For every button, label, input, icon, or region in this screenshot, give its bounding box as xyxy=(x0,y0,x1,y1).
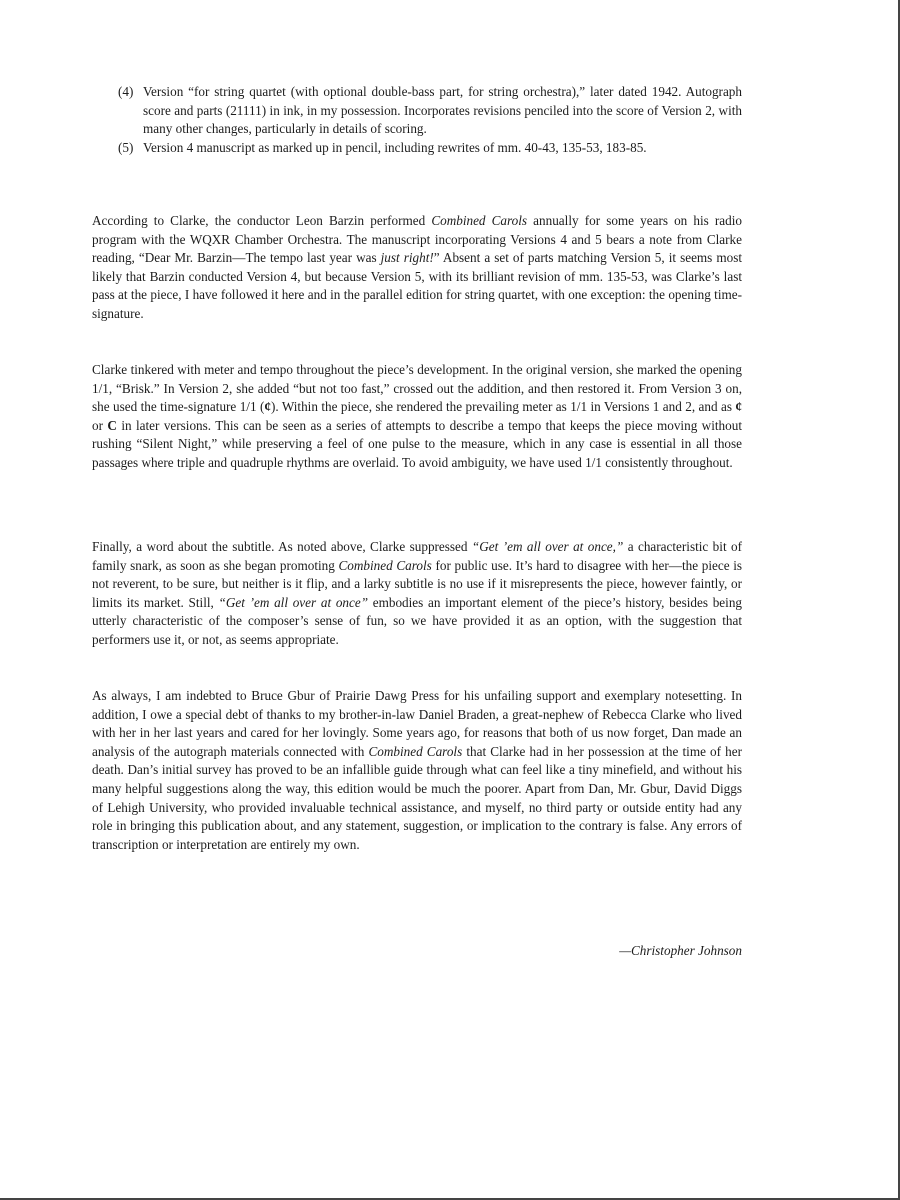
text-run: Clarke tinkered with meter and tempo throughout the piece’s development. In the original version, she marked the opening 1/1, “Brisk.” In Version 2, she added “but not too fast,” crossed out the addition, and then restored it. From Version 3 on, she used the time-signature 1/1 ( xyxy=(92,362,742,415)
cut-time-symbol: ¢ xyxy=(264,399,271,415)
text-run: ). Within the piece, she rendered the prevailing meter as 1/1 in Versions 1 and 2, and as xyxy=(270,399,736,415)
list-item xyxy=(118,139,742,158)
paragraph-acknowledgements xyxy=(92,687,742,854)
list-item-number: (5) xyxy=(118,139,134,155)
text-run: ” Absent a set of parts matching Version 5, it seems most likely that Barzin conducted Version 4, but because Version 5, with its brilliant revision of mm. 135-53, was Clarke’s last pass at the piece, I have followed it here and in the parallel edition for string quartet, with one exception: the opening time-signature. xyxy=(92,250,743,321)
text-run: that Clarke had in her possession at the time of her death. Dan’s initial survey has proved to be an infallible guide through what can feel like a tiny minefield, and without his many helpful suggestions along the way, this edition would be much the poorer. Apart from Dan, Mr. Gbur, David Diggs of Lehigh University, who provided invaluable technical assistance, and myself, no third party or outside entity had any role in bringing this publication about, and any statement, suggestion, or implication to the contrary is false. Any errors of transcription or interpretation are entirely my own. xyxy=(92,743,743,852)
text-run: According to Clarke, the conductor Leon Barzin performed xyxy=(92,213,432,228)
text-run: in later versions. This can be seen as a series of attempts to describe a tempo that keeps the piece moving without rushing “Silent Night,” while preserving a feel of one pulse to the measure, which in any case is essential in all those passages where triple and quadruple rhythms are overlaid. To avoid ambiguity, we have used 1/1 consistently throughout. xyxy=(92,417,742,470)
list-item-text: Version “for string quartet (with optional double-bass part, for string orchestra),” later dated 1942. Autograph score and parts (21111) in ink, in my possession. Incorporates revisions penciled into the score of Version 2, with many other changes, particularly in details of scoring. xyxy=(143,84,742,137)
cut-time-symbol: ¢ xyxy=(735,399,742,415)
list-item-number: (4) xyxy=(118,84,134,99)
italic-quote: “Get ’em all over at once” xyxy=(218,594,369,610)
italic-title: Combined Carols xyxy=(431,213,528,228)
text-run: or xyxy=(92,417,108,433)
text-run: As always, I am indebted to Bruce Gbur of Prairie Dawg Press for his unfailing support and exemplary notesetting. In addition, I owe a special debt of thanks to my brother-in-law Daniel Braden, a great-nephew of Rebecca Clarke who lived with her in her last years and cared for her lovingly. Some years ago, for reasons that both of us now forget, Dan made an analysis of the autograph materials connected with xyxy=(92,688,742,759)
text-run: a characteristic bit of family snark, as soon as she began promoting xyxy=(92,539,743,573)
italic-title: Combined Carols xyxy=(368,743,463,759)
paragraph-subtitle xyxy=(92,538,742,650)
version-list xyxy=(118,83,742,157)
italic-title: Combined Carols xyxy=(338,557,432,573)
list-item xyxy=(118,83,742,139)
paragraph-barzin xyxy=(92,212,742,324)
text-run: Finally, a word about the subtitle. As noted above, Clarke suppressed xyxy=(92,539,472,554)
list-item-text: Version 4 manuscript as marked up in pencil, including rewrites of mm. 40-43, 135-53, 183-85. xyxy=(143,139,647,155)
italic-quote: just right! xyxy=(380,250,434,266)
text-run: annually for some years on his radio program with the WQXR Chamber Orchestra. The manuscript incorporating Versions 4 and 5 bears a note from Clarke reading, “Dear Mr. Barzin—The tempo last year was xyxy=(92,213,742,266)
text-run: for public use. It’s hard to disagree with her—the piece is not reverent, to be sure, but neither is it flip, and a larky subtitle is no use if it misrepresents the piece, however faintly, or limits its market. Still, xyxy=(92,557,743,610)
text-run: embodies an important element of the piece’s history, besides being utterly characteristic of the composer’s sense of fun, so we have provided it as an option, with the suggestion that performers use it, or not, as seems appropriate. xyxy=(92,594,743,647)
italic-quote: “Get ’em all over at once,” xyxy=(471,539,624,554)
common-time-symbol: C xyxy=(107,417,117,433)
paragraph-meter xyxy=(92,361,742,473)
signature: —Christopher Johnson xyxy=(619,943,742,958)
